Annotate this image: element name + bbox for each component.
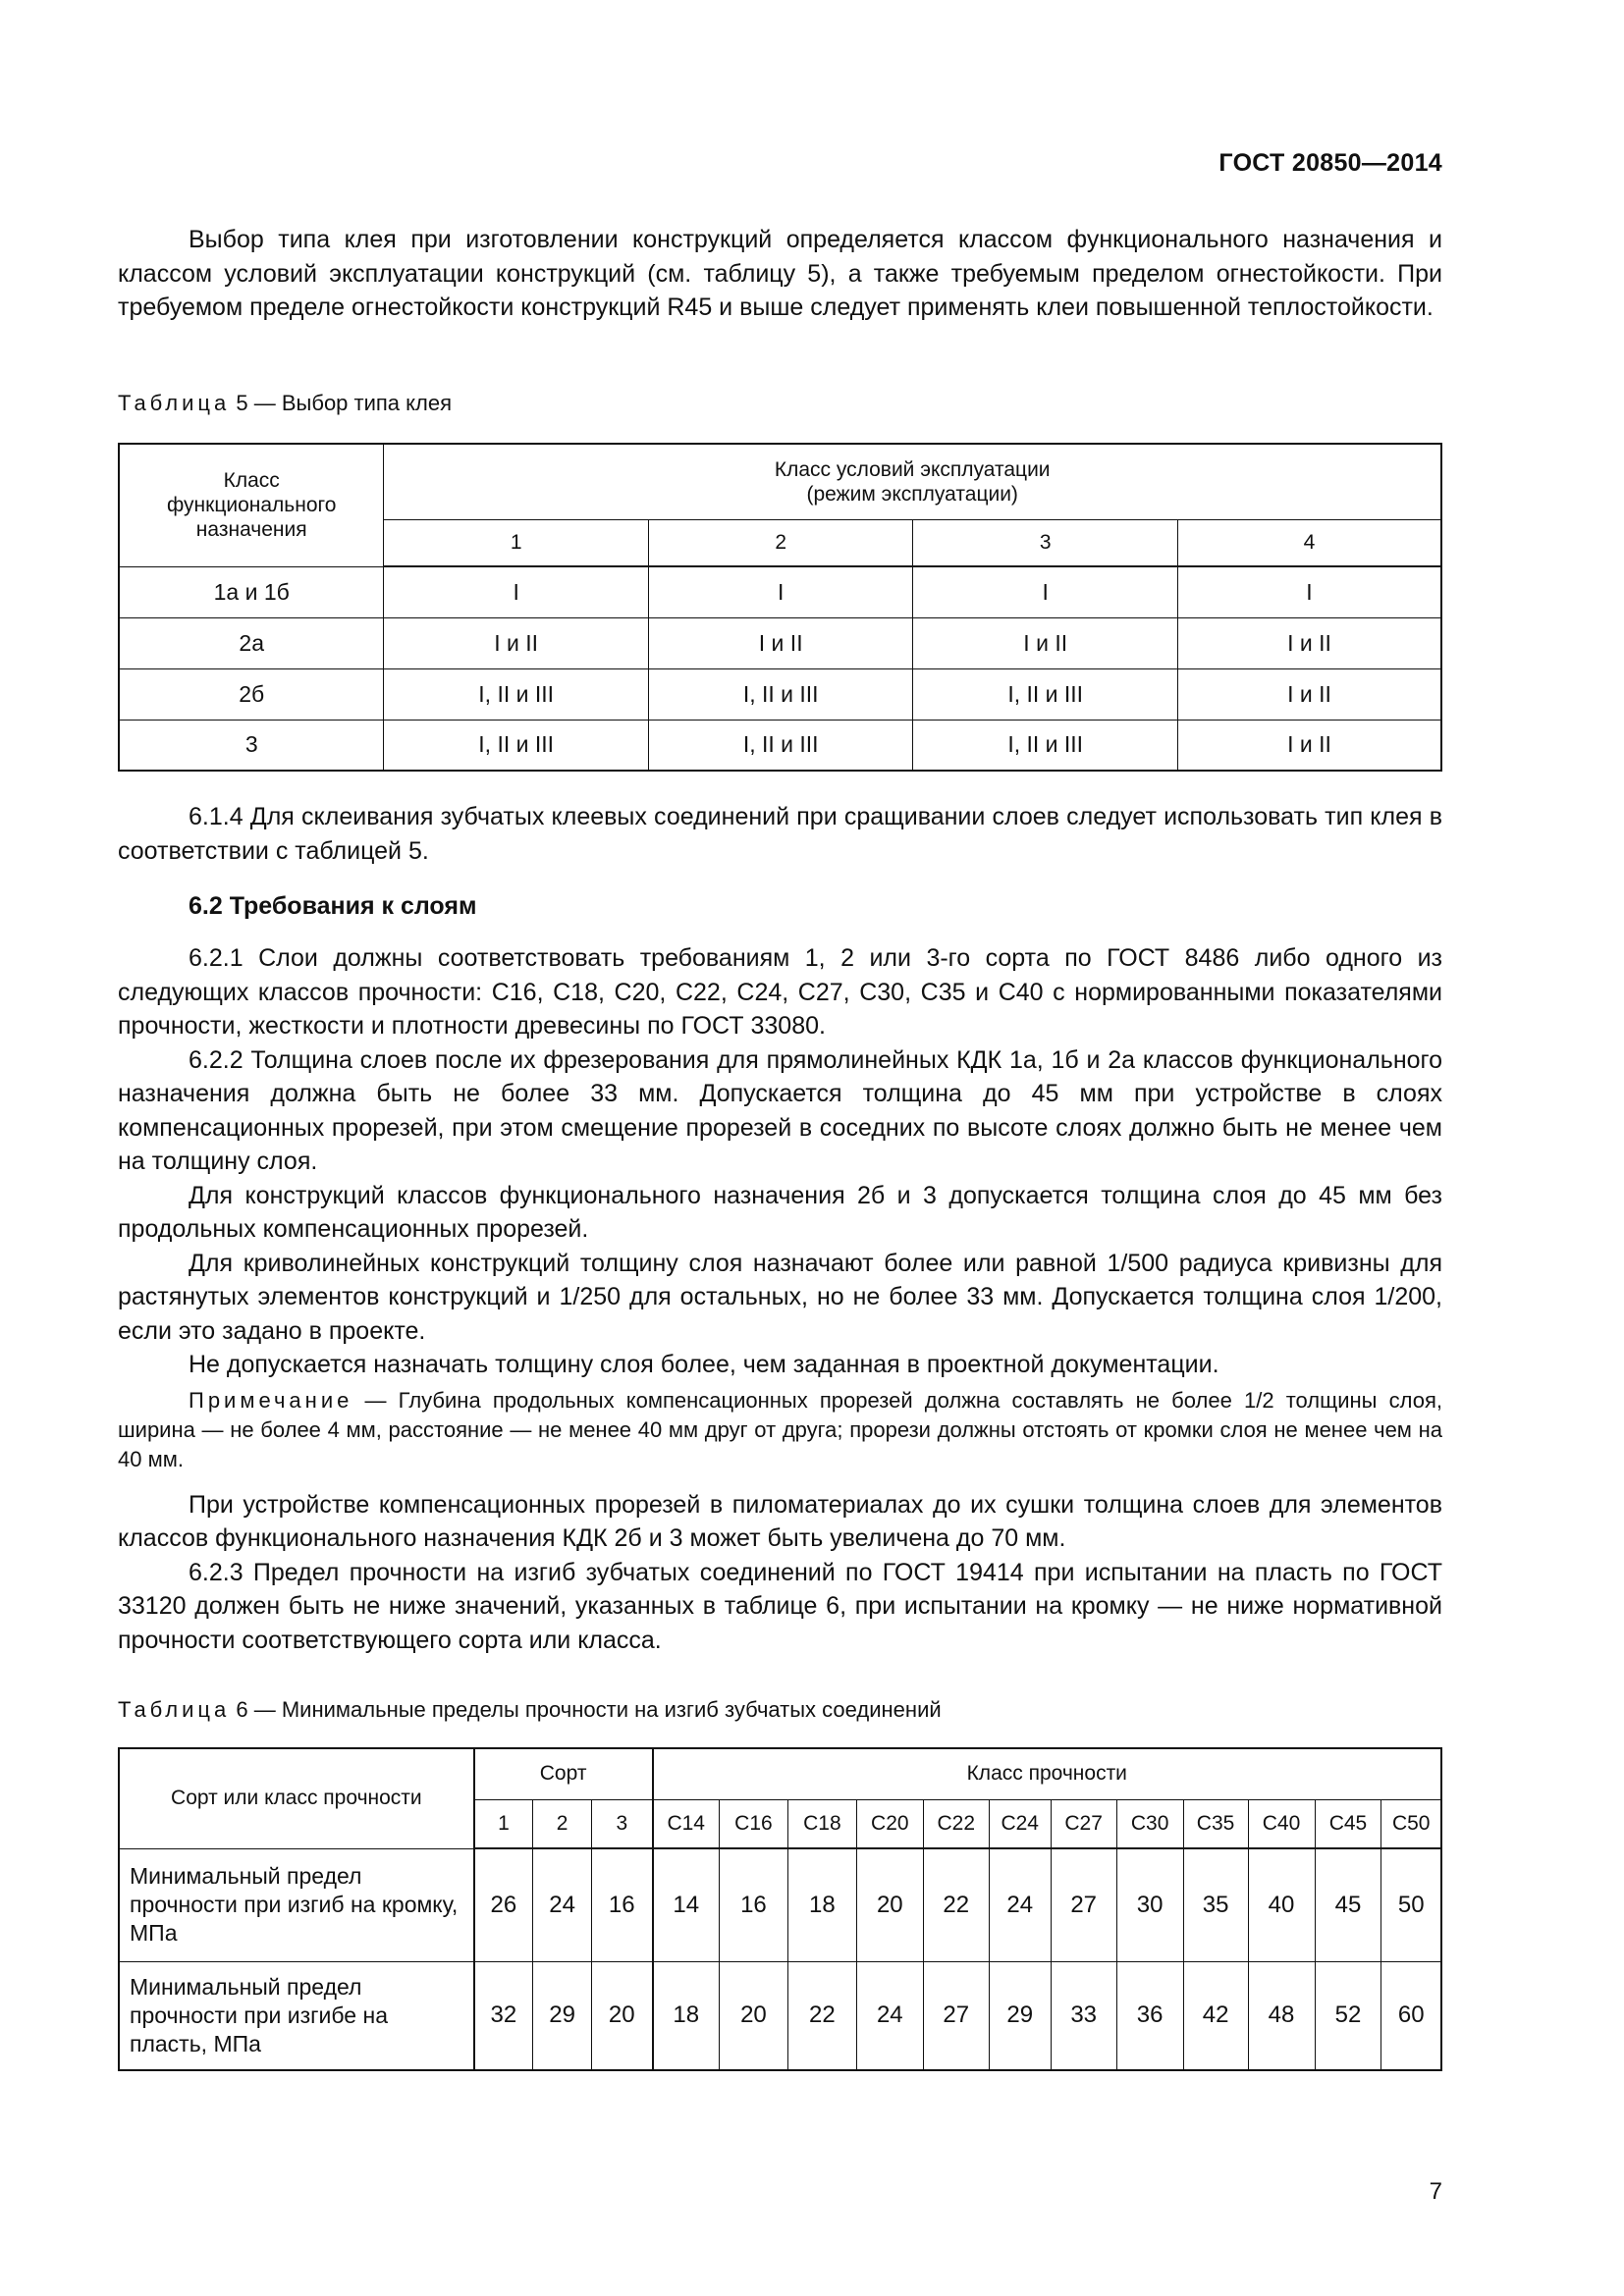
table5-col0-header: Класс функционального назначения [119,444,384,566]
table5-subheader: 1 [384,519,649,566]
table6-group2-header: Класс прочности [653,1748,1442,1799]
table5 [118,443,1442,772]
table-row [119,720,1441,771]
table6-subheader: С27 [1051,1799,1116,1848]
paragraph-6-2-2: 6.2.2 Толщина слоев после их фрезерования для прямолинейных КДК 1а, 1б и 2а классов функционального назначения должна быть не более 33 мм. Допускается толщина до 45 мм при устройстве в слоях компенсационных прорезей, при этом смещение прорезей в соседних по высоте слоях должно быть не менее чем на толщину слоя. [118,1045,1442,1175]
table6-subheader: С18 [787,1799,856,1848]
table5-cell: I [648,566,913,617]
table6-cell: 16 [719,1848,787,1961]
table5-row-label: 1а и 1б [119,566,384,617]
table6-cell: 20 [856,1848,923,1961]
table6-subheader: 1 [474,1799,533,1848]
table5-cell: I [913,566,1178,617]
table6-subheader: С40 [1248,1799,1315,1848]
table6-subheader: С50 [1381,1799,1441,1848]
table5-cell: I и II [1177,617,1441,668]
table5-subheader: 4 [1177,519,1441,566]
table6-cell: 30 [1116,1848,1183,1961]
paragraph-6-2-2-c: Для криволинейных конструкций толщину слоя назначают более или равной 1/500 радиуса кривизны для растянутых элементов конструкций и 1/250 для остальных, но не более 33 мм. Допускается толщина слоя 1/200, если это задано в проекте. [118,1249,1442,1345]
table6-cell: 20 [719,1961,787,2070]
table6-col0-header: Сорт или класс прочности [119,1748,474,1848]
table6-cell: 60 [1381,1961,1441,2070]
paragraph-6-2-1: 6.2.1 Слои должны соответствовать требованиям 1, 2 или 3-го сорта по ГОСТ 8486 либо одного из следующих классов прочности: С16, С18, С20, С22, С24, С27, С30, С35 и С40 с нормированными показателями прочности, жесткости и плотности древесины по ГОСТ 33080. [118,944,1442,1040]
table5-cell: I, II и III [913,668,1178,720]
table-row [119,617,1441,668]
table6-subheader: С14 [653,1799,720,1848]
table6-cell: 27 [1051,1848,1116,1961]
table6-cell: 24 [533,1848,592,1961]
table6-cell: 20 [592,1961,653,2070]
table5-cell: I [384,566,649,617]
table5-row-label: 3 [119,720,384,771]
table5-cell: I, II и III [913,720,1178,771]
table6-cell: 48 [1248,1961,1315,2070]
table6-cell: 16 [592,1848,653,1961]
table6-caption [118,1697,942,1723]
table-row [119,1848,1441,1961]
table5-subheader: 2 [648,519,913,566]
table6-cell: 52 [1315,1961,1381,2070]
table5-group-header [384,444,1441,519]
table-row [119,566,1441,617]
table5-group-header-line1: Класс условий эксплуатации [774,457,1051,481]
table5-cell: I [1177,566,1441,617]
document-id: ГОСТ 20850—2014 [1218,149,1442,177]
table5-group-header-line2: (режим эксплуатации) [806,482,1018,506]
table6-subheader: С35 [1183,1799,1248,1848]
table6-caption-label: Таблица [118,1697,231,1722]
table6-row-label: Минимальный предел прочности при изгибе на пласть, МПа [119,1961,474,2070]
table6-cell: 36 [1116,1961,1183,2070]
section-6-2-title: 6.2 Требования к слоям [189,892,477,920]
table6-cell: 24 [856,1961,923,2070]
table-row [119,668,1441,720]
table6-cell: 50 [1381,1848,1441,1961]
table5-caption [118,391,452,416]
table5-row-label: 2а [119,617,384,668]
table6-cell: 24 [989,1848,1051,1961]
table6-cell: 27 [923,1961,989,2070]
table6-cell: 22 [787,1961,856,2070]
table6-cell: 22 [923,1848,989,1961]
table6-cell: 45 [1315,1848,1381,1961]
table5-row-label: 2б [119,668,384,720]
note-text: — Глубина продольных компенсационных прорезей должна составлять не более 1/2 толщины слоя, ширина — не более 4 мм, расстояние — не менее 40 мм друг от друга; прорези должны отстоять от кромки слоя не менее чем на 40 мм. [118,1387,1442,1471]
table6-cell: 42 [1183,1961,1248,2070]
paragraph-6-2-3: 6.2.3 Предел прочности на изгиб зубчатых соединений по ГОСТ 19414 при испытании на пласть по ГОСТ 33120 должен быть не ниже значений, указанных в таблице 6, при испытании на кромку — не ниже нормативной прочности соответствующего сорта или класса. [118,1558,1442,1654]
table6-cell: 18 [653,1961,720,2070]
table5-caption-label: Таблица [118,391,231,415]
table6-cell: 29 [533,1961,592,2070]
table6-subheader: С22 [923,1799,989,1848]
table6-subheader: 3 [592,1799,653,1848]
table6 [118,1747,1442,2071]
table5-cell: I, II и III [648,668,913,720]
table6-cell: 33 [1051,1961,1116,2070]
table5-cell: I, II и III [384,668,649,720]
table6-subheader: С45 [1315,1799,1381,1848]
note [118,1386,1442,1474]
table6-cell: 26 [474,1848,533,1961]
table5-cell: I и II [1177,668,1441,720]
table5-cell: I, II и III [648,720,913,771]
table5-cell: I и II [384,617,649,668]
paragraph-6-1-4: 6.1.4 Для склеивания зубчатых клеевых соединений при сращивании слоев следует использовать тип клея в соответствии с таблицей 5. [118,803,1442,865]
table6-cell: 32 [474,1961,533,2070]
table6-caption-text: 6 — Минимальные пределы прочности на изгиб зубчатых соединений [236,1697,942,1722]
paragraph-6-2-2-d: Не допускается назначать толщину слоя более, чем заданная в проектной документации. [189,1351,1219,1378]
table6-subheader: 2 [533,1799,592,1848]
table6-cell: 40 [1248,1848,1315,1961]
table5-cell: I и II [1177,720,1441,771]
table6-cell: 29 [989,1961,1051,2070]
table6-subheader: С30 [1116,1799,1183,1848]
table6-subheader: С24 [989,1799,1051,1848]
table5-cell: I, II и III [384,720,649,771]
table6-subheader: С16 [719,1799,787,1848]
table6-cell: 18 [787,1848,856,1961]
table5-caption-text: 5 — Выбор типа клея [236,391,453,415]
note-label: Примечание [189,1387,353,1413]
table5-cell: I и II [913,617,1178,668]
table-row [119,1961,1441,2070]
table6-row-label: Минимальный предел прочности при изгиб на кромку, МПа [119,1848,474,1961]
paragraph-6-2-2-b: Для конструкций классов функционального назначения 2б и 3 допускается толщина слоя до 45 мм без продольных компенсационных прорезей. [118,1181,1442,1243]
table6-group1-header: Сорт [474,1748,653,1799]
intro-paragraph: Выбор типа клея при изготовлении конструкций определяется классом функционального назначения и классом условий эксплуатации конструкций (см. таблицу 5), а также требуемым пределом огнестойкости. При требуемом пределе огнестойкости конструкций R45 и выше следует применять клеи повышенной теплостойкости. [118,226,1442,321]
table6-cell: 14 [653,1848,720,1961]
table6-subheader: С20 [856,1799,923,1848]
table5-cell: I и II [648,617,913,668]
table6-cell: 35 [1183,1848,1248,1961]
page-number: 7 [1429,2178,1442,2205]
table5-subheader: 3 [913,519,1178,566]
paragraph-6-2-2-e: При устройстве компенсационных прорезей в пиломатериалах до их сушки толщина слоев для элементов классов функционального назначения КДК 2б и 3 может быть увеличена до 70 мм. [118,1490,1442,1552]
